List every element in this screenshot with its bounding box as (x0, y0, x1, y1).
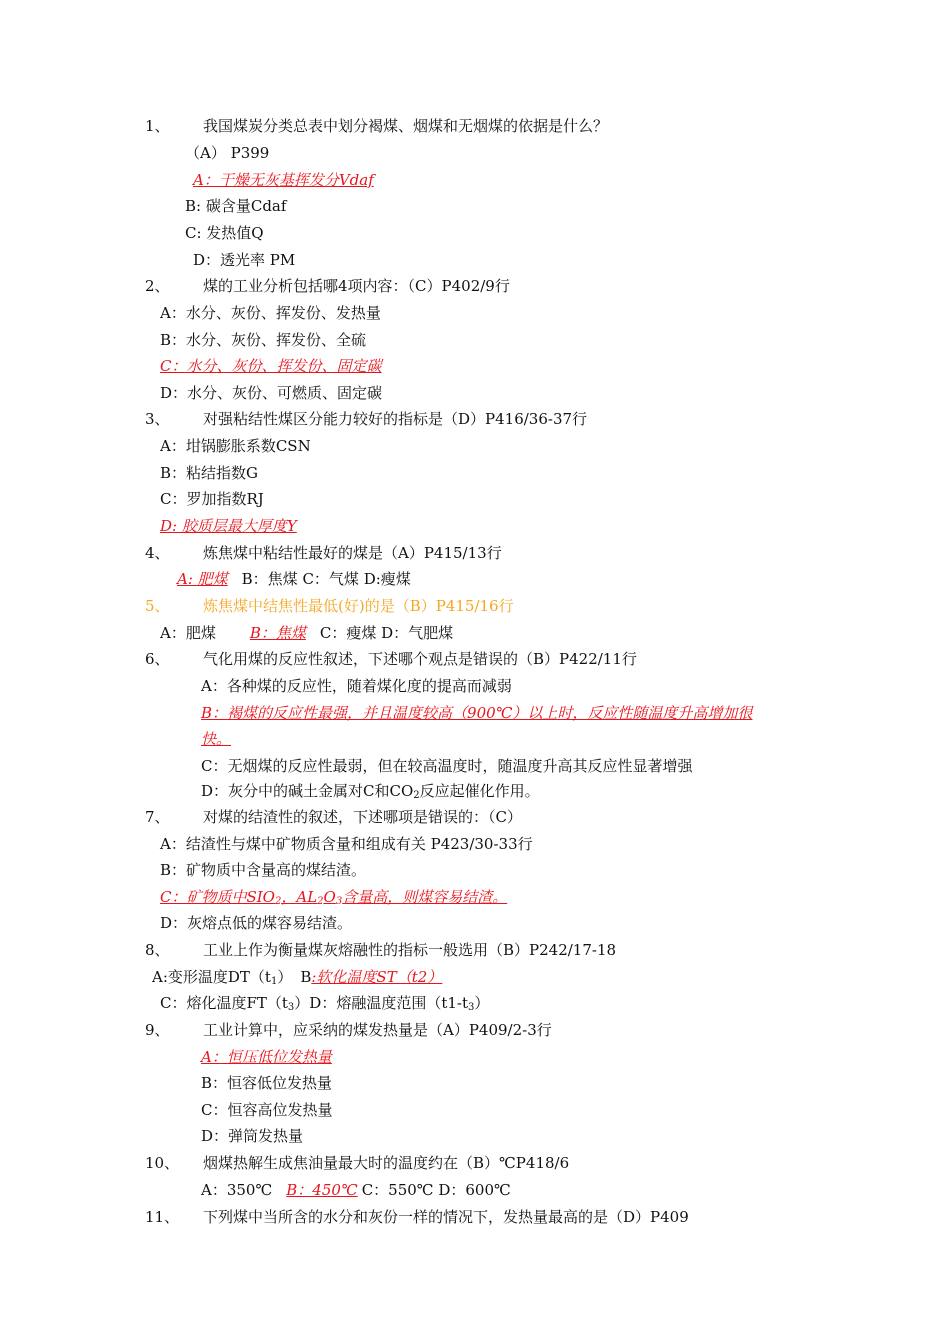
option-c: C：恒容高位发热量 (201, 1101, 333, 1119)
question-3 (145, 409, 587, 429)
option-d-correct: D: 胶质层最大厚度Y (160, 517, 297, 535)
options-rest: C：550℃ D：600℃ (361, 1181, 511, 1199)
option-b-correct: B：褐煤的反应性最强，并且温度较高（900℃）以上时，反应性随温度升高增加很 (201, 704, 753, 722)
option-a-correct: A: 肥煤 (177, 570, 228, 588)
option-a: A：350℃ (201, 1181, 273, 1199)
question-11 (145, 1207, 689, 1227)
option-a: A：各种煤的反应性，随着煤化度的提高而减弱 (201, 677, 512, 695)
option-a: A：结渣性与煤中矿物质含量和组成有关 P423/30-33行 (160, 835, 533, 853)
question-number: 6、 (145, 650, 170, 668)
question-2 (145, 276, 510, 296)
question-text: 工业计算中，应采纳的煤发热量是（A）P409/2-3行 (203, 1021, 552, 1039)
option-c: C：罗加指数RJ (160, 490, 264, 508)
option-d: D：水分、灰份、可燃质、固定碳 (160, 384, 383, 402)
option-c-text-end: 含量高，则煤容易结渣。 (342, 888, 508, 906)
option-b-correct: B：450℃ (286, 1181, 358, 1199)
option-d: D：弹筒发热量 (201, 1127, 304, 1145)
question-8 (145, 940, 616, 960)
question-text: 对强粘结性煤区分能力较好的指标是（D）P416/36-37行 (203, 410, 588, 428)
option-b: B：恒容低位发热量 (201, 1074, 333, 1092)
question-text: 工业上作为衡量煤灰熔融性的指标一般选用（B）P242/17-18 (203, 941, 617, 959)
option-a: A:变形温度DT（t (152, 968, 271, 986)
option-b-label: B (300, 968, 312, 986)
option-b-correct: B：焦煤 (249, 624, 306, 642)
question-number: 9、 (145, 1021, 170, 1039)
subscript: 2 (274, 896, 282, 907)
question-number: 10、 (145, 1154, 180, 1172)
answer-ref: （A） P399 (185, 144, 270, 162)
question-6 (145, 649, 637, 669)
question-text: 我国煤炭分类总表中划分褐煤、烟煤和无烟煤的依据是什么？ (203, 117, 609, 135)
option-a-correct: A：恒压低位发热量 (201, 1048, 332, 1066)
question-1 (145, 116, 608, 136)
option-d: D：透光率 PM (193, 251, 296, 269)
subscript: 3 (468, 1002, 475, 1013)
option-c-text: C：矿物质中SIO (160, 888, 275, 906)
option-d: D：灰熔点低的煤容易结渣。 (160, 914, 353, 932)
subscript: 2 (317, 896, 324, 907)
subscript: 3 (335, 896, 343, 907)
question-number: 7、 (145, 808, 170, 826)
option-b-correct: :软化温度ST（t2） (311, 968, 443, 986)
option-a: A：坩锅膨胀系数CSN (160, 437, 311, 455)
options-rest: B：焦煤 C：气煤 D:瘦煤 (241, 570, 411, 588)
option-d-text-end: 反应起催化作用。 (419, 782, 540, 800)
options-row (201, 1180, 511, 1200)
option-c-text-mid2: O (323, 888, 336, 906)
option-c-correct: C：水分、灰份、挥发份、固定碳 (160, 357, 382, 375)
question-text: 对煤的结渣性的叙述，下述哪项是错误的：（C） (203, 808, 522, 826)
question-number: 11、 (145, 1208, 180, 1226)
question-number: 8、 (145, 941, 170, 959)
option-c: C: 发热值Q (185, 224, 264, 242)
question-number: 5、 (145, 597, 170, 615)
question-9 (145, 1020, 552, 1040)
options-row (152, 967, 442, 987)
subscript: 1 (270, 976, 278, 987)
question-7 (145, 807, 522, 827)
option-b-continued: 快。 (201, 730, 232, 748)
options-row (177, 569, 411, 589)
option-c-text-mid: ，AL (281, 888, 318, 906)
question-5 (145, 596, 514, 616)
question-text: 炼焦煤中结焦性最低(好)的是（B）P415/16行 (203, 597, 514, 615)
option-c: C：熔化温度FT（t (160, 994, 288, 1012)
option-a-correct: A：干燥无灰基挥发分Vdaf (193, 171, 374, 189)
question-text: 气化用煤的反应性叙述，下述哪个观点是错误的（B）P422/11行 (203, 650, 637, 668)
option-c-correct (160, 887, 507, 907)
option-b: B：水分、灰份、挥发份、全硫 (160, 331, 367, 349)
question-number: 3、 (145, 410, 170, 428)
options-rest: C：瘦煤 D：气肥煤 (319, 624, 454, 642)
option-a: A：肥煤 (160, 624, 216, 642)
options-row (160, 623, 453, 643)
question-10 (145, 1153, 569, 1173)
subscript: 2 (413, 790, 420, 801)
question-text: 煤的工业分析包括哪4项内容：（C）P402/9行 (203, 277, 510, 295)
option-c-d: ）D：熔融温度范围（t1-t (294, 994, 468, 1012)
question-4 (145, 543, 502, 563)
question-text: 炼焦煤中粘结性最好的煤是（A）P415/13行 (203, 544, 502, 562)
option-b: B：粘结指数G (160, 464, 259, 482)
option-d (201, 781, 540, 801)
option-b: B: 碳含量Cdaf (185, 197, 287, 215)
option-a-end: ） (277, 968, 293, 986)
option-d-text: D：灰分中的碱土金属对C和CO (201, 782, 414, 800)
question-text: 下列煤中当所含的水分和灰份一样的情况下，发热量最高的是（D）P409 (203, 1208, 689, 1226)
option-b: B：矿物质中含量高的煤结渣。 (160, 861, 367, 879)
option-c: C：无烟煤的反应性最弱，但在较高温度时，随温度升高其反应性显著增强 (201, 757, 693, 775)
question-text: 烟煤热解生成焦油量最大时的温度约在（B）℃P418/6 (203, 1154, 570, 1172)
question-number: 1、 (145, 117, 170, 135)
options-row-2 (160, 993, 489, 1013)
question-number: 4、 (145, 544, 170, 562)
option-d-end: ） (474, 994, 490, 1012)
option-a: A：水分、灰份、挥发份、发热量 (160, 304, 381, 322)
subscript: 3 (287, 1002, 295, 1013)
question-number: 2、 (145, 277, 170, 295)
